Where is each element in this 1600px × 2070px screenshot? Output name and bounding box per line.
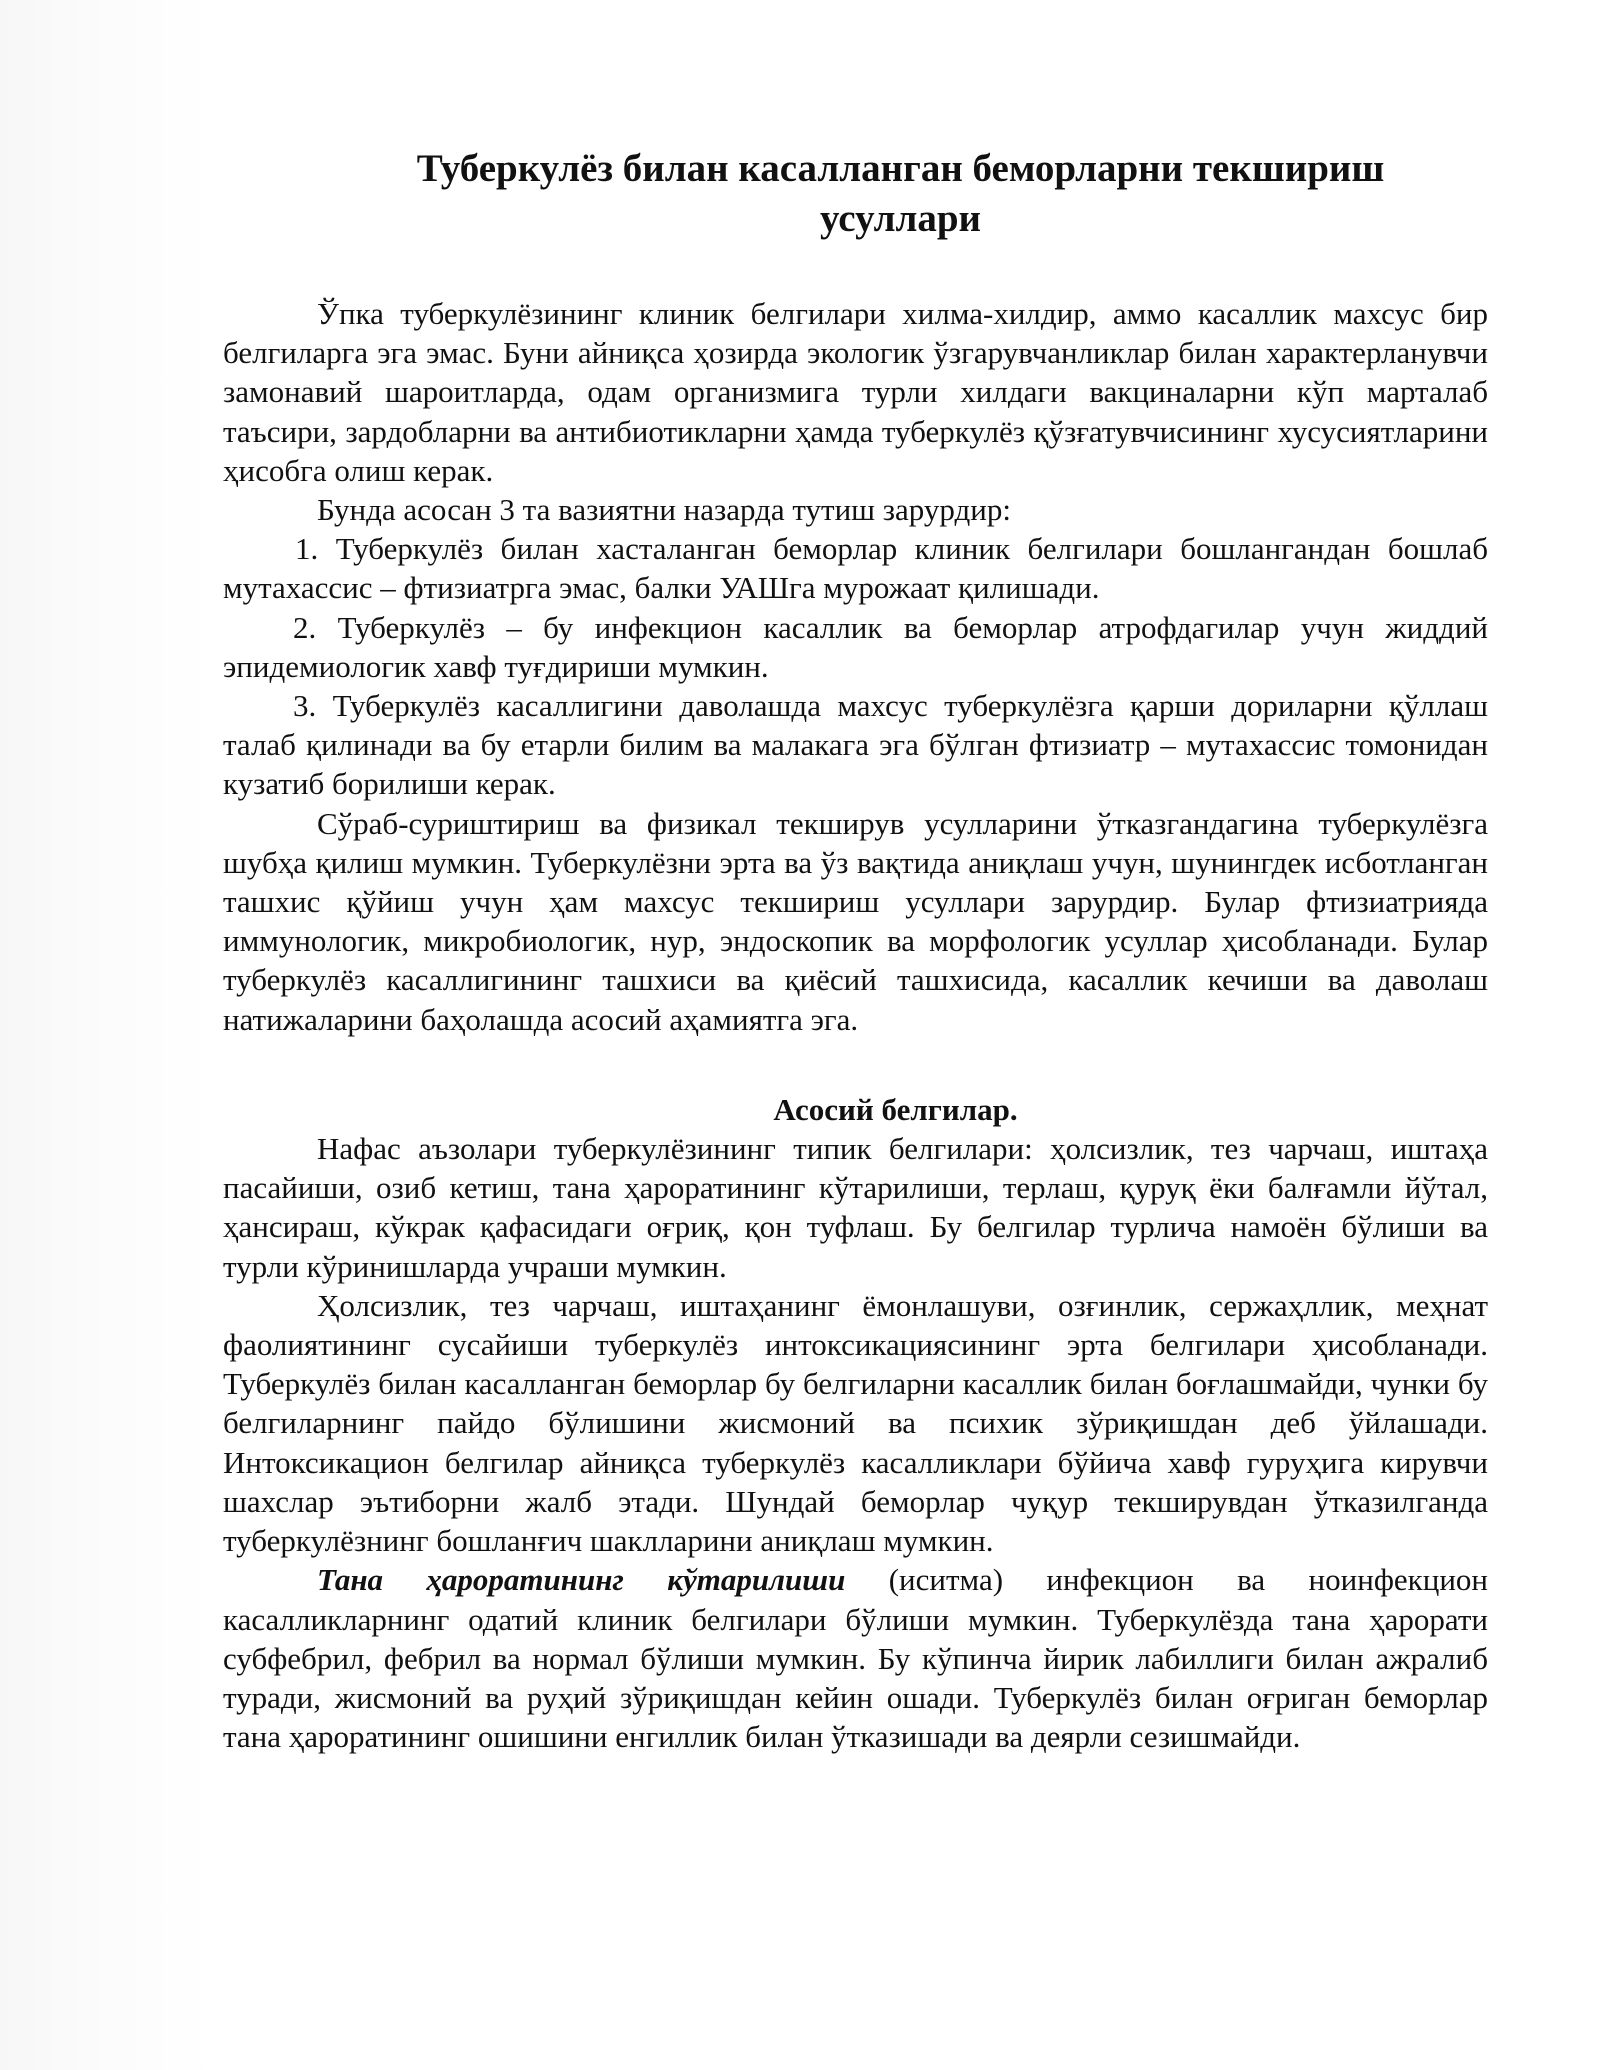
title-line-1: Туберкулёз билан касалланган беморларни текшириш (416, 147, 1385, 190)
paragraph-situations-lead: Бунда асосан 3 та вазиятни назарда тутиш зарурдир: (317, 492, 1011, 528)
paragraph-intro: Ўпка туберкулёзининг клиник белгилари хилма-хилдир, аммо касаллик махсус бир белгиларга эга эмас. Буни айниқса ҳозирда экологик ўзгарувчанликлар билан характерланувчи замонавий шароитларда, одам организмига турли хилдаги вакциналарни кўп марталаб таъсири, зардобларни ва антибиотикларни ҳамда туберкулёз қўзғатувчисининг хусусиятларини ҳисобга олиш керак. (223, 296, 1488, 488)
temperature-text: (иситма) инфекцион ва ноинфекцион касалликларнинг одатий клиник белгилари бўлиши мумкин. Туберкулёзда тана ҳарорати субфебрил, фебрил ва нормал бўлиши мумкин. Бу кўпинча йирик лабиллиги билан ажралиб туради, жисмоний ва руҳий зўриқишдан кейин ошади. Туберкулёз билан оғриган беморлар тана ҳароратининг ошишини енгиллик билан ўтказишади ва деярли сезишмайди. (223, 1562, 1488, 1755)
paragraph-typical-signs: Нафас аъзолари туберкулёзининг типик белгилари: ҳолсизлик, тез чарчаш, иштаҳа пасайиши, озиб кетиш, тана ҳароратининг кўтарилиши, терлаш, қуруқ ёки балғамли йўтал, ҳансираш, кўкрак қафасидаги оғриқ, қон туфлаш. Бу белгилар турлича намоён бўлиши ва турли кўринишларда учраши мумкин. (223, 1131, 1488, 1284)
document-title (223, 144, 1488, 244)
temperature-term: Тана ҳароратининг кўтарилиши (317, 1562, 846, 1598)
paragraph-temperature (223, 1560, 1488, 1756)
scan-shadow-edge (0, 0, 215, 2070)
document-content (223, 0, 1488, 1756)
title-line-2: усуллари (819, 197, 982, 240)
list-item-2: 2. Туберкулёз – бу инфекцион касаллик ва беморлар атрофдагилар учун жиддий эпидемиологик хавф туғдириши мумкин. (223, 609, 1488, 684)
list-item-3: 3. Туберкулёз касаллигини даволашда махсус туберкулёзга қарши дориларни қўллаш талаб қилинади ва бу етарли билим ва малакага эга бўлган фтизиатр – мутахассис томонидан кузатиб борилиши керак. (223, 688, 1488, 802)
document-body (223, 294, 1488, 1756)
paragraph-methods: Сўраб-суриштириш ва физикал текширув усулларини ўтказгандагина туберкулёзга шубҳа қилиш мумкин. Туберкулёзни эрта ва ўз вақтида аниқлаш учун, шунингдек исботланган ташхис қўйиш учун ҳам махсус текшириш усуллари зарурдир. Булар фтизиатрияда иммунологик, микробиологик, нур, эндоскопик ва морфологик усуллар ҳисобланади. Булар туберкулёз касаллигининг ташхиси ва қиёсий ташхисида, касаллик кечиши ва даволаш натижаларини баҳолашда асосий аҳамиятга эга. (223, 805, 1488, 1037)
list-item-1: 1. Туберкулёз билан хасталанган беморлар клиник белгилари бошлангандан бошлаб мутахассис – фтизиатрга эмас, балки УАШга мурожаат қилишади. (223, 531, 1488, 606)
section-heading-main-signs: Асосий белгилар. (773, 1091, 1018, 1127)
paragraph-intoxication: Ҳолсизлик, тез чарчаш, иштаҳанинг ёмонлашуви, озғинлик, сержаҳллик, меҳнат фаолиятининг сусайиши туберкулёз интоксикациясининг эрта белгилари ҳисобланади. Туберкулёз билан касалланган беморлар бу белгиларни касаллик билан боғлашмайди, чунки бу белгиларнинг пайдо бўлишини жисмоний ва психик зўриқишдан деб ўйлашади. Интоксикацион белгилар айниқса туберкулёз касалликлари бўйича хавф гуруҳига кирувчи шахслар эътиборни жалб этади. Шундай беморлар чуқур текширувдан ўтказилганда туберкулёзнинг бошланғич шаклларини аниқлаш мумкин. (223, 1287, 1488, 1559)
